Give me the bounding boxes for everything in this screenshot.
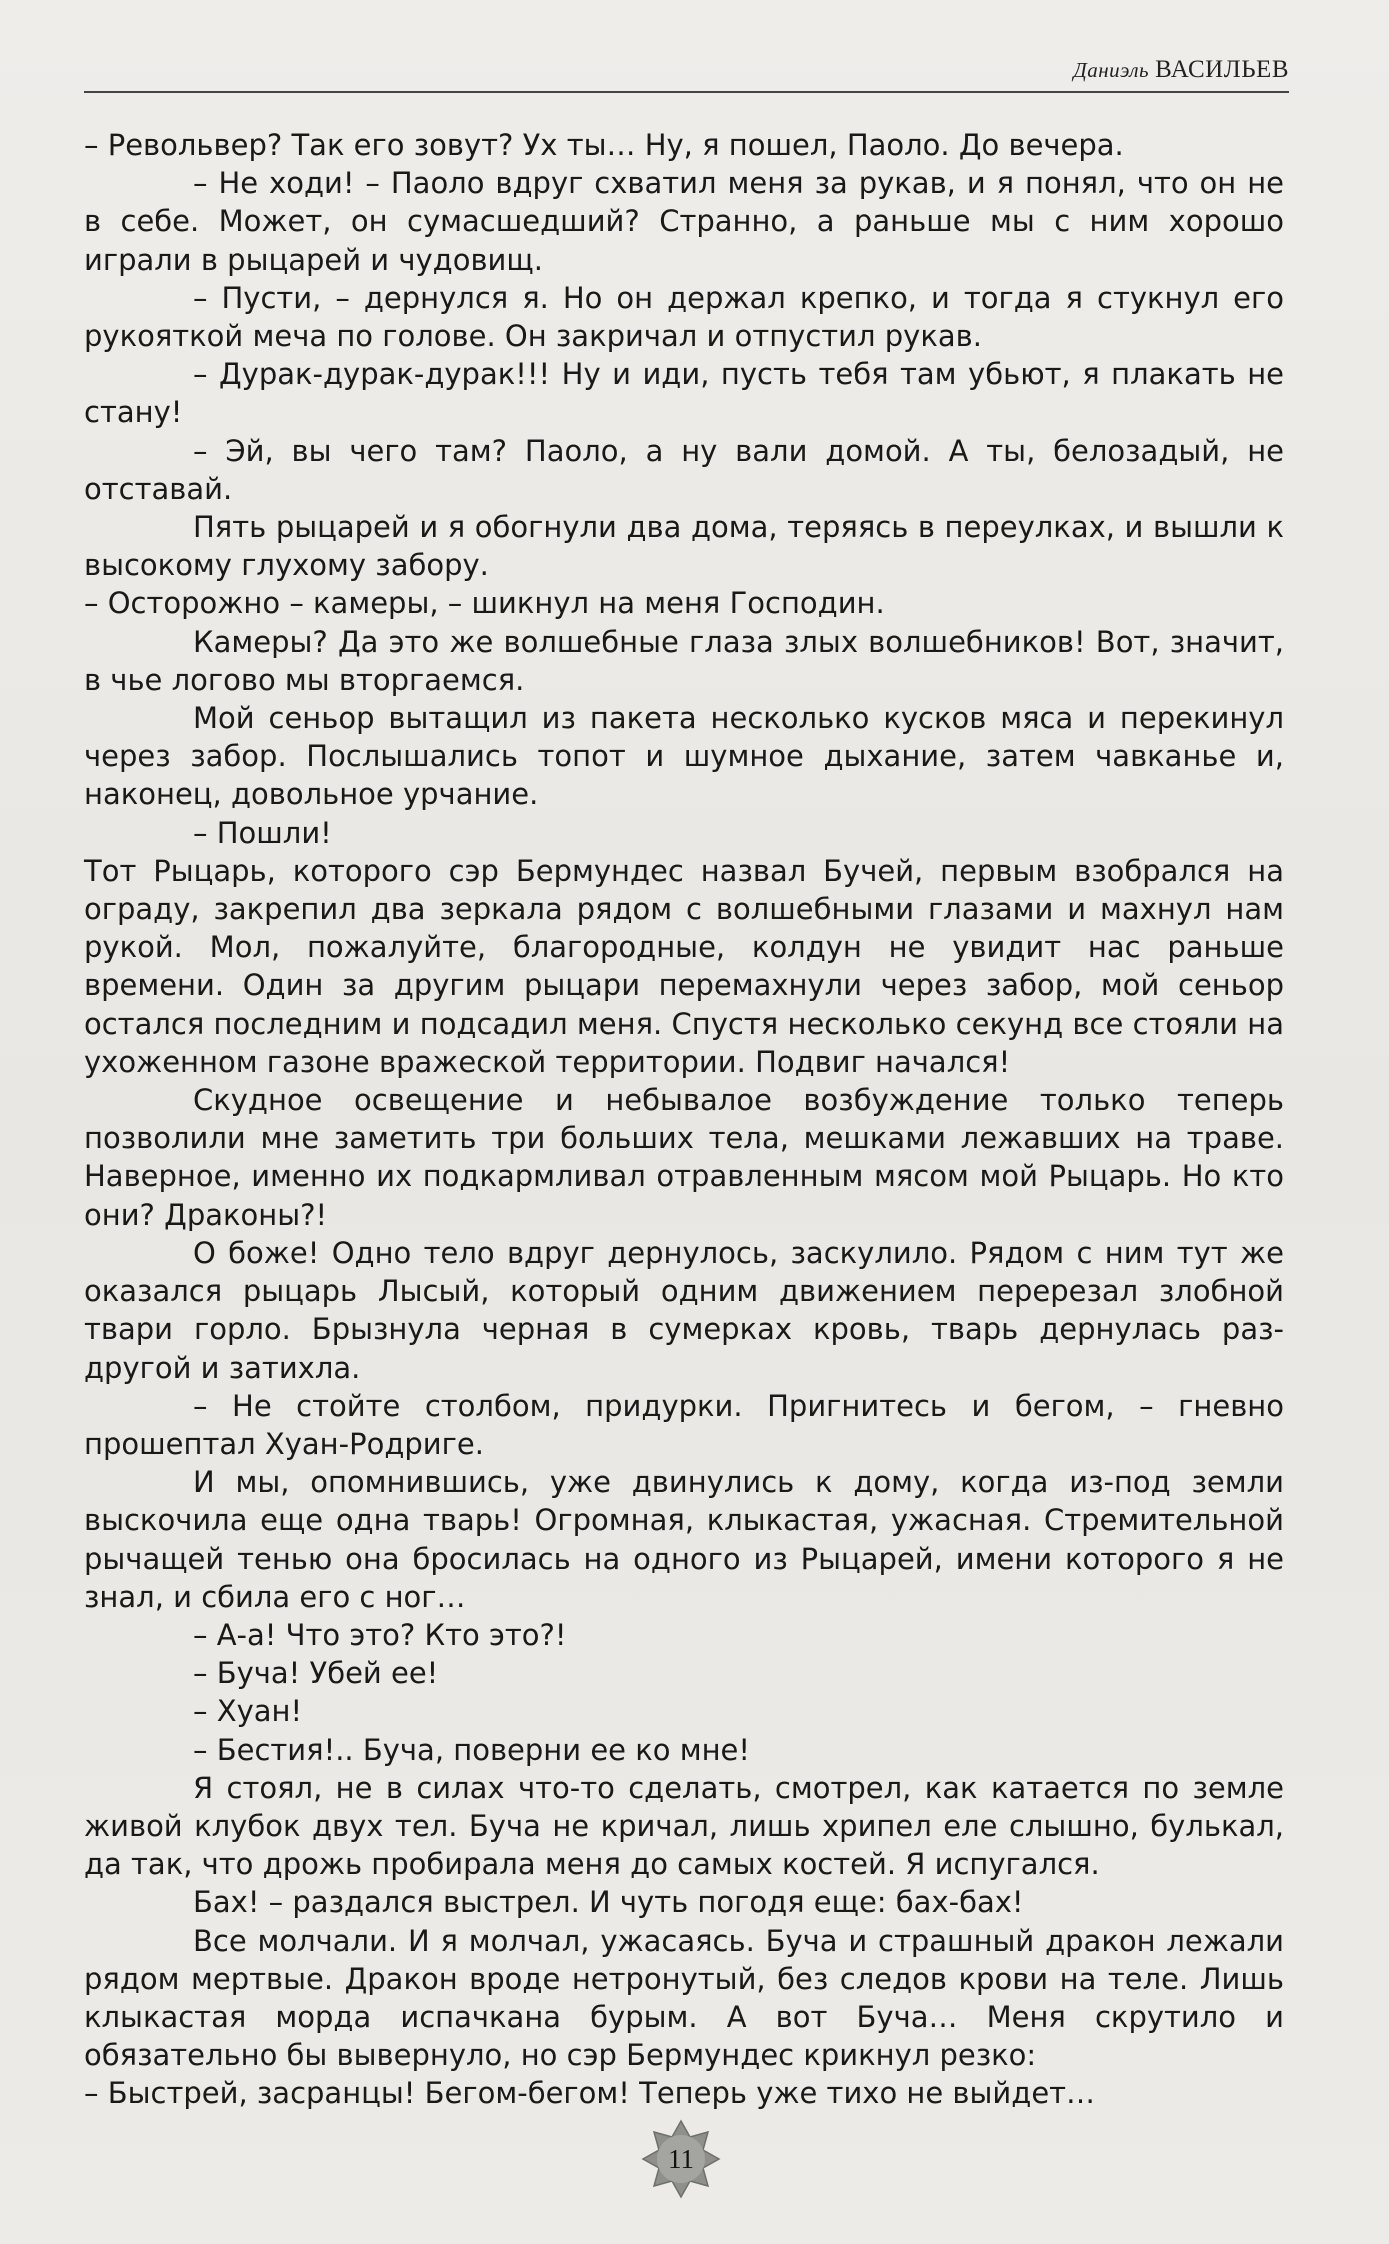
paragraph: – Пусти, – дернулся я. Но он держал крепко, и тогда я стукнул его рукояткой меча по голове. Он закричал и отпустил рукав. <box>84 280 1284 354</box>
paragraph: – Револьвер? Так его зовут? Ух ты… Ну, я пошел, Паоло. До вечера. <box>84 128 1124 162</box>
paragraph: – Пошли! <box>193 815 332 850</box>
paragraph: Скудное освещение и небывалое возбуждение только теперь позволили мне заметить три больших тела, мешками лежавших на траве. Наверное, именно их подкармливал отравленным мясом мой Рыцарь. Но кто они? Драконы?! <box>84 1083 1284 1232</box>
paragraph: Я стоял, не в силах что-то сделать, смотрел, как катается по земле живой клубок двух тел. Буча не кричал, лишь хрипел еле слышно, булькал, да так, что дрожь пробирала меня до самых костей. Я испугался. <box>84 1770 1284 1882</box>
paragraph: – Буча! Убей ее! <box>193 1656 439 1691</box>
header-rule <box>84 91 1289 93</box>
paragraph: – А-а! Что это? Кто это?! <box>193 1617 567 1652</box>
paragraph: – Эй, вы чего там? Паоло, а ну вали домой. А ты, белозадый, не отставай. <box>84 433 1284 506</box>
paragraph: – Не ходи! – Паоло вдруг схватил меня за рукав, и я понял, что он не в себе. Может, он сумасшедший? Странно, а раньше мы с ним хорошо играли в рыцарей и чудовищ. <box>84 166 1284 277</box>
paragraph: – Быстрей, засранцы! Бегом-бегом! Теперь уже тихо не выйдет… <box>84 2076 1096 2111</box>
paragraph: – Хуан! <box>193 1694 303 1729</box>
paragraph: – Бестия!.. Буча, поверни ее ко мне! <box>193 1732 751 1767</box>
running-head <box>1073 56 1289 84</box>
paragraph: Пять рыцарей и я обогнули два дома, теряясь в переулках, и вышли к высокому глухому забору. <box>84 510 1284 583</box>
body-text <box>84 126 1284 2113</box>
paragraph: – Не стойте столбом, придурки. Пригнитесь и бегом, – гневно прошептал Хуан-Родриге. <box>84 1388 1284 1461</box>
paragraph: Камеры? Да это же волшебные глаза злых волшебников! Вот, значит, в чье логово мы вторгаемся. <box>84 624 1284 697</box>
author-last-name: ВАСИЛЬЕВ <box>1155 56 1289 83</box>
paragraph: – Осторожно – камеры, – шикнул на меня Господин. <box>84 586 885 621</box>
author-first-name: Даниэль <box>1073 58 1150 82</box>
paragraph: Бах! – раздался выстрел. И чуть погодя еще: бах-бах! <box>193 1885 1024 1920</box>
page-number: 11 <box>668 2144 694 2174</box>
paragraph: – Дурак-дурак-дурак!!! Ну и иди, пусть тебя там убьют, я плакать не стану! <box>84 357 1284 430</box>
paragraph: Мой сеньор вытащил из пакета несколько кусков мяса и перекинул через забор. Послышались топот и шумное дыхание, затем чавканье и, наконец, довольное урчание. <box>84 701 1284 812</box>
page-number-ornament <box>641 2119 721 2199</box>
paragraph: И мы, опомнившись, уже двинулись к дому, когда из-под земли выскочила еще одна тварь! Огромная, клыкастая, ужасная. Стремительной рычащей тенью она бросилась на одного из Рыцарей, имени которого я не знал, и сбила его с ног… <box>84 1465 1284 1614</box>
paragraph: Тот Рыцарь, которого сэр Бермундес назвал Бучей, первым взобрался на ограду, закрепил два зеркала рядом с волшебными глазами и махнул нам рукой. Мол, пожалуйте, благородные, колдун не увидит нас раньше времени. Один за другим рыцари перемахнули через забор, мой сеньор остался последним и подсадил меня. Спустя несколько секунд все стояли на ухоженном газоне вражеской территории. Подвиг начался! <box>84 853 1284 1079</box>
paragraph: Все молчали. И я молчал, ужасаясь. Буча и страшный дракон лежали рядом мертвые. Дракон вроде нетронутый, без следов крови на теле. Лишь клыкастая морда испачкана бурым. А вот Буча… Меня скрутило и обязательно бы вывернуло, но сэр Бермундес крикнул резко: <box>84 1923 1284 2073</box>
paragraph: О боже! Одно тело вдруг дернулось, заскулило. Рядом с ним тут же оказался рыцарь Лысый, который одним движением перерезал злобной твари горло. Брызнула черная в сумерках кровь, тварь дернулась раз-другой и затихла. <box>84 1235 1284 1385</box>
